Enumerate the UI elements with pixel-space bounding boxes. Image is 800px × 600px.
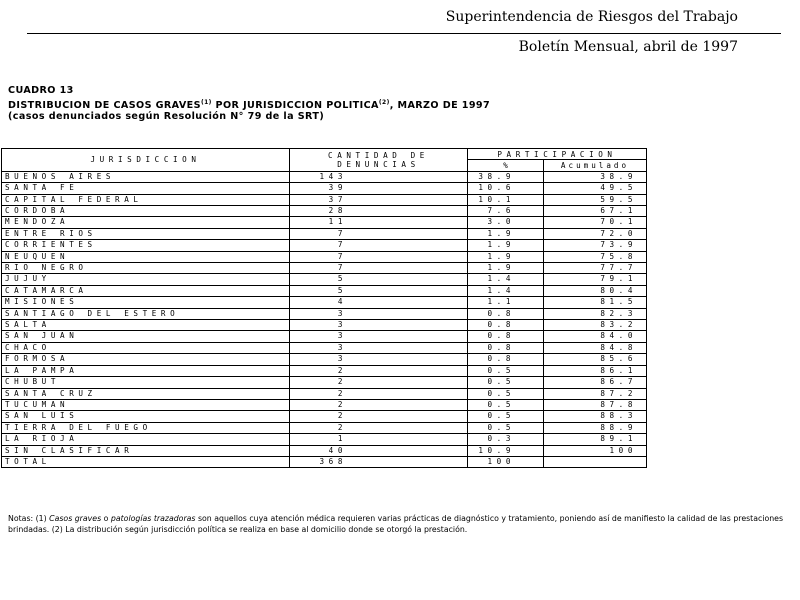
row-cantidad: 143 [290, 171, 468, 182]
row-percent: 0.5 [468, 399, 544, 410]
row-jurisdiccion: RIO NEGRO [2, 263, 290, 274]
row-jurisdiccion: SAN LUIS [2, 411, 290, 422]
row-jurisdiccion: SANTA CRUZ [2, 388, 290, 399]
row-cantidad: 5 [290, 274, 468, 285]
col-header-participacion: PARTICIPACION [468, 149, 647, 160]
total-row [2, 456, 647, 467]
row-percent: 0.8 [468, 331, 544, 342]
row-cantidad: 2 [290, 388, 468, 399]
row-percent: 1.9 [468, 251, 544, 262]
notes-term-casos-graves: Casos graves [49, 514, 102, 523]
row-acumulado: 73.9 [544, 240, 647, 251]
row-cantidad: 28 [290, 206, 468, 217]
row-jurisdiccion: FORMOSA [2, 354, 290, 365]
row-acumulado: 85.6 [544, 354, 647, 365]
row-jurisdiccion: CHUBUT [2, 377, 290, 388]
row-cantidad: 40 [290, 445, 468, 456]
row-acumulado: 79.1 [544, 274, 647, 285]
table-row [2, 171, 647, 182]
row-percent: 3.0 [468, 217, 544, 228]
row-jurisdiccion: CAPITAL FEDERAL [2, 194, 290, 205]
organization-title: Superintendencia de Riesgos del Trabajo [445, 9, 738, 25]
table-row [2, 422, 647, 433]
row-cantidad: 11 [290, 217, 468, 228]
total-count: 368 [290, 456, 468, 467]
col-header-percent: % [468, 160, 544, 171]
table-row [2, 274, 647, 285]
row-jurisdiccion: TIERRA DEL FUEGO [2, 422, 290, 433]
table-row [2, 308, 647, 319]
table-row [2, 331, 647, 342]
row-acumulado: 100 [544, 445, 647, 456]
row-jurisdiccion: LA RIOJA [2, 434, 290, 445]
row-cantidad: 3 [290, 342, 468, 353]
row-percent: 0.5 [468, 365, 544, 376]
row-percent: 1.9 [468, 263, 544, 274]
row-jurisdiccion: JUJUY [2, 274, 290, 285]
row-cantidad: 7 [290, 240, 468, 251]
row-acumulado: 59.5 [544, 194, 647, 205]
row-acumulado: 80.4 [544, 285, 647, 296]
table-row [2, 183, 647, 194]
row-cantidad: 2 [290, 411, 468, 422]
row-acumulado: 83.2 [544, 320, 647, 331]
col-header-cantidad [290, 149, 468, 172]
row-jurisdiccion: SALTA [2, 320, 290, 331]
col-header-cantidad-line2: DENUNCIAS [337, 159, 420, 169]
row-percent: 0.5 [468, 388, 544, 399]
row-acumulado: 70.1 [544, 217, 647, 228]
row-percent: 0.5 [468, 422, 544, 433]
row-acumulado: 75.8 [544, 251, 647, 262]
row-percent: 0.8 [468, 320, 544, 331]
row-jurisdiccion: MISIONES [2, 297, 290, 308]
row-acumulado: 77.7 [544, 263, 647, 274]
col-header-jurisdiccion: JURISDICCION [2, 149, 290, 172]
caption-title-part: DISTRIBUCION DE CASOS GRAVES [8, 99, 201, 111]
row-cantidad: 2 [290, 377, 468, 388]
table-row [2, 365, 647, 376]
bulletin-title: Boletín Mensual, abril de 1997 [518, 39, 738, 55]
row-jurisdiccion: SAN JUAN [2, 331, 290, 342]
row-cantidad: 7 [290, 263, 468, 274]
table-row [2, 434, 647, 445]
caption-number: CUADRO 13 [8, 85, 74, 96]
row-cantidad: 1 [290, 434, 468, 445]
table-row [2, 263, 647, 274]
table-row [2, 411, 647, 422]
header-row [2, 149, 647, 160]
caption-subtitle: (casos denunciados según Resolución N° 79 de la SRT) [8, 111, 325, 123]
row-acumulado: 87.2 [544, 388, 647, 399]
row-percent: 0.8 [468, 342, 544, 353]
row-percent: 0.5 [468, 377, 544, 388]
table-row [2, 354, 647, 365]
row-acumulado: 88.3 [544, 411, 647, 422]
row-jurisdiccion: CHACO [2, 342, 290, 353]
row-jurisdiccion: LA PAMPA [2, 365, 290, 376]
row-acumulado: 84.0 [544, 331, 647, 342]
total-acumulado-empty [544, 456, 647, 467]
row-percent: 1.9 [468, 240, 544, 251]
table-row [2, 285, 647, 296]
row-acumulado: 49.5 [544, 183, 647, 194]
data-table [1, 148, 647, 468]
row-jurisdiccion: CORDOBA [2, 206, 290, 217]
row-cantidad: 2 [290, 365, 468, 376]
table-row [2, 206, 647, 217]
table-row [2, 194, 647, 205]
row-acumulado: 72.0 [544, 228, 647, 239]
row-cantidad: 7 [290, 228, 468, 239]
table-row [2, 445, 647, 456]
row-cantidad: 7 [290, 251, 468, 262]
table-row [2, 217, 647, 228]
notes-text-2: (2) La distribución según jurisdicción política se realiza en base al domicilio donde se otorgó la prestación. [49, 524, 468, 534]
row-jurisdiccion: SANTA FE [2, 183, 290, 194]
table-notes [8, 514, 790, 535]
col-header-cantidad-line1: CANTIDAD DE [328, 150, 429, 160]
caption-title [8, 97, 490, 112]
notes-connector: o [101, 514, 111, 523]
row-cantidad: 3 [290, 320, 468, 331]
row-jurisdiccion: MENDOZA [2, 217, 290, 228]
row-percent: 0.8 [468, 308, 544, 319]
row-cantidad: 5 [290, 285, 468, 296]
caption-title-part: POR JURISDICCION POLITICA [211, 99, 379, 111]
row-cantidad: 37 [290, 194, 468, 205]
total-label: TOTAL [2, 456, 290, 467]
row-jurisdiccion: CATAMARCA [2, 285, 290, 296]
table-row [2, 251, 647, 262]
row-percent: 1.9 [468, 228, 544, 239]
row-jurisdiccion: ENTRE RIOS [2, 228, 290, 239]
notes-text-1: son aquellos cuya atención médica requieren varias prácticas de diagnóstico y tratamiento, poniendo así de manifiesto la calidad de las prestaciones brindadas. [8, 514, 784, 534]
table-row [2, 399, 647, 410]
row-jurisdiccion: CORRIENTES [2, 240, 290, 251]
row-acumulado: 86.7 [544, 377, 647, 388]
row-percent: 10.6 [468, 183, 544, 194]
caption-title-part: , MARZO DE 1997 [389, 99, 491, 111]
row-percent: 38.9 [468, 171, 544, 182]
row-acumulado: 86.1 [544, 365, 647, 376]
row-cantidad: 2 [290, 399, 468, 410]
row-percent: 0.8 [468, 354, 544, 365]
row-acumulado: 87.8 [544, 399, 647, 410]
row-jurisdiccion: TUCUMAN [2, 399, 290, 410]
row-percent: 1.1 [468, 297, 544, 308]
row-percent: 0.3 [468, 434, 544, 445]
row-acumulado: 82.3 [544, 308, 647, 319]
row-percent: 10.9 [468, 445, 544, 456]
row-percent: 0.5 [468, 411, 544, 422]
row-jurisdiccion: SANTIAGO DEL ESTERO [2, 308, 290, 319]
row-acumulado: 89.1 [544, 434, 647, 445]
row-cantidad: 2 [290, 422, 468, 433]
table-caption [8, 85, 490, 123]
row-cantidad: 3 [290, 308, 468, 319]
row-cantidad: 4 [290, 297, 468, 308]
row-acumulado: 84.8 [544, 342, 647, 353]
row-acumulado: 88.9 [544, 422, 647, 433]
row-percent: 10.1 [468, 194, 544, 205]
table-row [2, 388, 647, 399]
row-percent: 1.4 [468, 285, 544, 296]
footnote-ref-1: (1) [200, 98, 212, 106]
row-jurisdiccion: SIN CLASIFICAR [2, 445, 290, 456]
row-percent: 1.4 [468, 274, 544, 285]
table-row [2, 228, 647, 239]
row-cantidad: 3 [290, 331, 468, 342]
notes-prefix: Notas: (1) [8, 514, 50, 523]
total-percent: 100 [468, 456, 544, 467]
row-acumulado: 81.5 [544, 297, 647, 308]
row-cantidad: 39 [290, 183, 468, 194]
notes-term-patologias: patologías trazadoras [110, 514, 196, 523]
row-acumulado: 38.9 [544, 171, 647, 182]
table-row [2, 297, 647, 308]
col-header-acumulado: Acumulado [544, 160, 647, 171]
row-cantidad: 3 [290, 354, 468, 365]
row-acumulado: 67.1 [544, 206, 647, 217]
table-row [2, 240, 647, 251]
table-row [2, 342, 647, 353]
row-jurisdiccion: NEUQUEN [2, 251, 290, 262]
row-jurisdiccion: BUENOS AIRES [2, 171, 290, 182]
footnote-ref-2: (2) [378, 98, 390, 106]
table-row [2, 320, 647, 331]
row-percent: 7.6 [468, 206, 544, 217]
table-row [2, 377, 647, 388]
header-divider [27, 33, 781, 34]
